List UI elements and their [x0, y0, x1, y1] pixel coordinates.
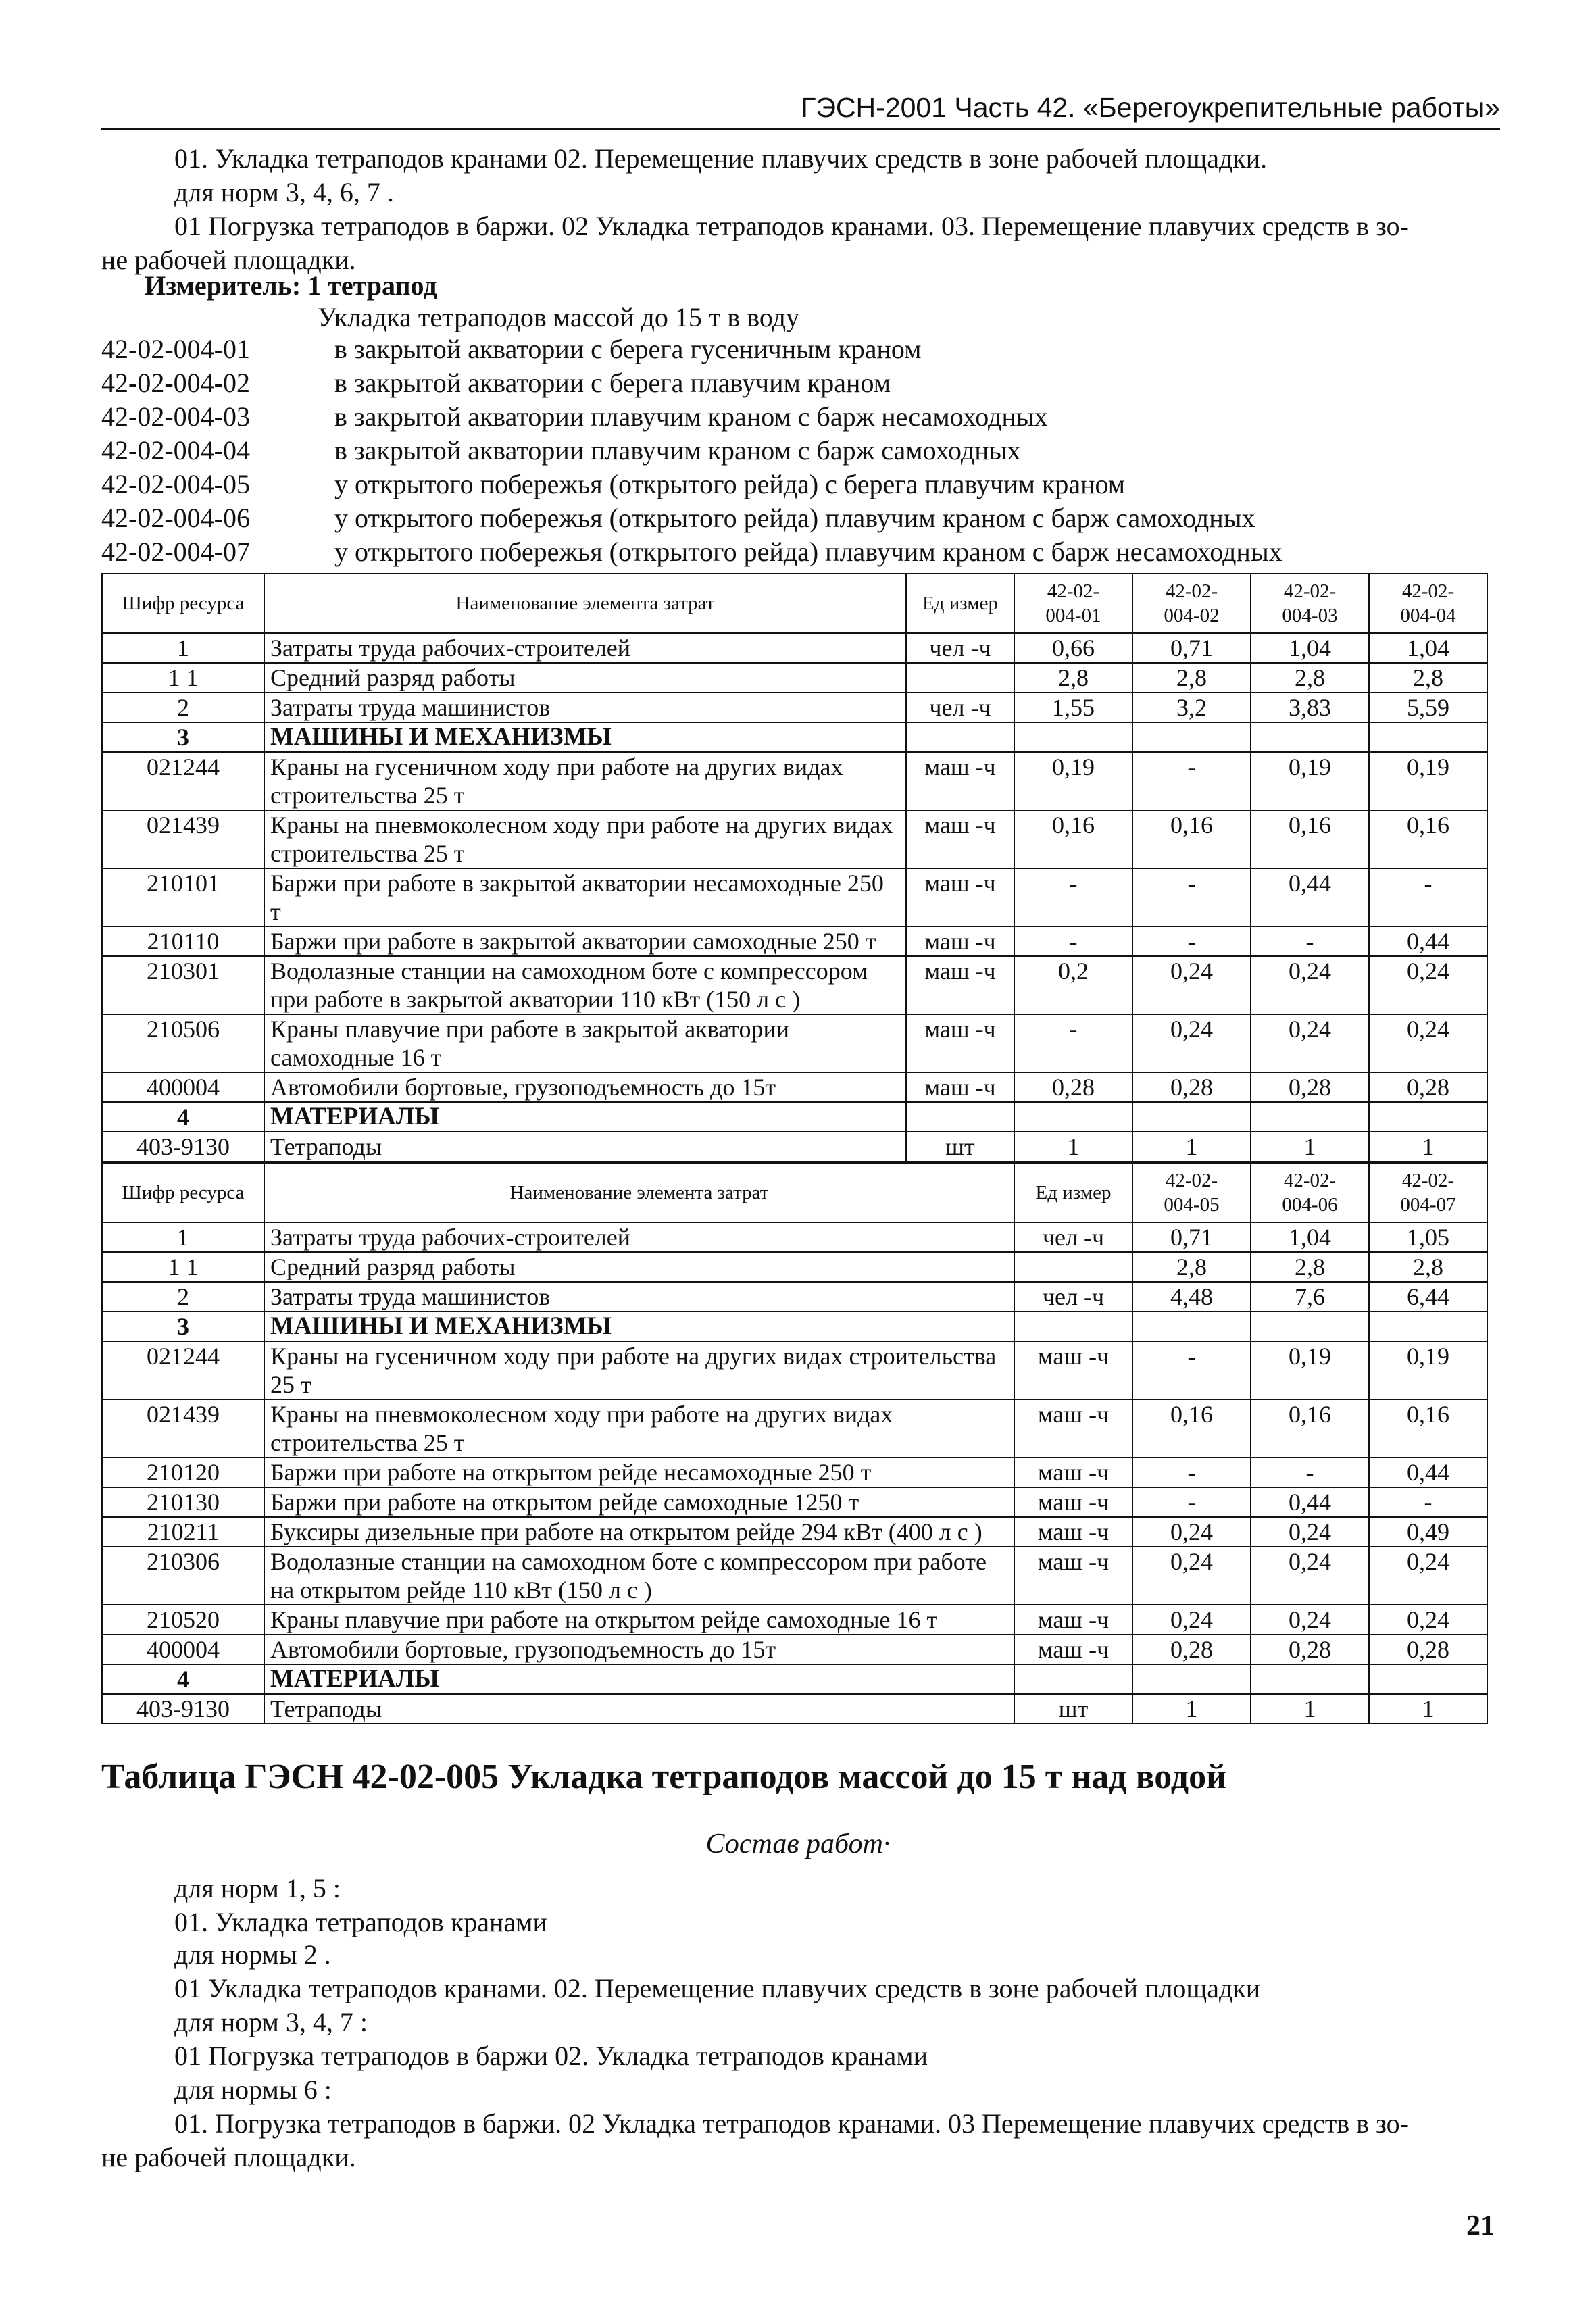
value-cell: -	[1132, 868, 1251, 926]
resource-name-cell: Краны на гусеничном ходу при работе на других видах строительства 25 т	[264, 1341, 1014, 1399]
unit-cell: маш -ч	[1014, 1341, 1132, 1399]
resource-name-cell: Затраты труда машинистов	[264, 1282, 1014, 1312]
norm-code: 42-02-004-03	[101, 401, 250, 432]
norm-code-row	[101, 332, 1282, 366]
work-line: для нормы 2 .	[174, 1939, 331, 1970]
value-cell	[1369, 1312, 1487, 1341]
norm-description: в закрытой акватории плавучим краном с барж несамоходных	[334, 401, 1048, 432]
resource-name-cell: МАШИНЫ И МЕХАНИЗМЫ	[264, 722, 906, 752]
value-cell: 0,71	[1132, 1222, 1251, 1252]
resource-name-cell: Краны на пневмоколесном ходу при работе на других видах строительства 25 т	[264, 810, 906, 868]
value-cell: -	[1132, 926, 1251, 956]
value-cell	[1132, 1664, 1251, 1694]
unit-cell	[906, 722, 1014, 752]
value-cell: 0,28	[1369, 1635, 1487, 1664]
norm-code-row	[101, 535, 1282, 569]
value-cell: -	[1014, 868, 1132, 926]
table-row	[102, 1222, 1487, 1252]
value-cell	[1251, 1102, 1369, 1132]
table-row	[102, 1132, 1487, 1162]
column-header: 42-02- 004-03	[1251, 574, 1369, 633]
norm-code: 42-02-004-02	[101, 368, 250, 398]
resource-code-cell: 210130	[102, 1487, 264, 1517]
value-cell: 0,2	[1014, 956, 1132, 1014]
norm-description: в закрытой акватории плавучим краном с барж самоходных	[334, 435, 1021, 466]
table-row	[102, 1458, 1487, 1487]
group-heading: Укладка тетраподов массой до 15 т в воду	[318, 302, 800, 332]
column-header: 42-02- 004-05	[1132, 1163, 1251, 1222]
value-cell: 0,28	[1132, 1072, 1251, 1102]
resource-code-cell: 1 1	[102, 1252, 264, 1282]
resource-name-cell: Затраты труда машинистов	[264, 693, 906, 722]
value-cell	[1132, 722, 1251, 752]
resource-name-cell: Баржи при работе на открытом рейде несамоходные 250 т	[264, 1458, 1014, 1487]
meter-line: Измеритель: 1 тетрапод	[145, 270, 437, 301]
value-cell: 5,59	[1369, 693, 1487, 722]
value-cell	[1369, 1102, 1487, 1132]
norm-code-row	[101, 501, 1282, 535]
value-cell: 0,16	[1369, 810, 1487, 868]
resource-name-cell: Автомобили бортовые, грузоподъемность до 15т	[264, 1072, 906, 1102]
value-cell: 0,24	[1369, 1547, 1487, 1605]
work-line: 01 Погрузка тетраподов в баржи 02. Укладка тетраподов кранами	[174, 2041, 928, 2071]
value-cell: 1	[1251, 1694, 1369, 1724]
unit-cell: чел -ч	[906, 633, 1014, 663]
value-cell	[1251, 722, 1369, 752]
resource-code-cell: 400004	[102, 1635, 264, 1664]
work-line: для норм 1, 5 :	[174, 1873, 341, 1903]
unit-cell: маш -ч	[1014, 1399, 1132, 1458]
value-cell: 1	[1132, 1694, 1251, 1724]
table-row	[102, 1252, 1487, 1282]
table-row	[102, 663, 1487, 693]
table-row	[102, 1399, 1487, 1458]
resource-code-cell: 021439	[102, 1399, 264, 1458]
work-line: не рабочей площадки.	[101, 2142, 356, 2172]
value-cell: 0,24	[1251, 1605, 1369, 1635]
norm-code: 42-02-004-01	[101, 334, 250, 364]
work-line: 01. Укладка тетраподов кранами	[174, 1907, 547, 1937]
intro-line-4: не рабочей площадки.	[101, 245, 356, 275]
column-header: 42-02- 004-06	[1251, 1163, 1369, 1222]
value-cell: -	[1251, 926, 1369, 956]
resource-name-cell: Средний разряд работы	[264, 1252, 1014, 1282]
value-cell: -	[1132, 1458, 1251, 1487]
value-cell: -	[1369, 868, 1487, 926]
column-header: Шифр ресурса	[102, 574, 264, 633]
value-cell: 0,28	[1132, 1635, 1251, 1664]
value-cell: 0,19	[1251, 752, 1369, 810]
norm-code-row	[101, 366, 1282, 400]
unit-cell: маш -ч	[1014, 1487, 1132, 1517]
resource-name-cell: Краны плавучие при работе в закрытой акватории самоходные 16 т	[264, 1014, 906, 1072]
value-cell	[1251, 1312, 1369, 1341]
work-line: 01. Погрузка тетраподов в баржи. 02 Укладка тетраподов кранами. 03 Перемещение плавучих средств в зо-	[174, 2108, 1409, 2139]
table-header-row	[102, 1163, 1487, 1222]
table-row	[102, 693, 1487, 722]
unit-cell: маш -ч	[906, 1072, 1014, 1102]
unit-cell	[906, 1102, 1014, 1132]
table-row	[102, 1072, 1487, 1102]
resource-code-cell: 210110	[102, 926, 264, 956]
value-cell	[1132, 1312, 1251, 1341]
value-cell: 0,24	[1251, 1547, 1369, 1605]
table-row	[102, 926, 1487, 956]
column-header: Наименование элемента затрат	[264, 574, 906, 633]
value-cell: 0,44	[1251, 868, 1369, 926]
resource-name-cell: МАТЕРИАЛЫ	[264, 1664, 1014, 1694]
value-cell: -	[1132, 1341, 1251, 1399]
resource-code-cell: 400004	[102, 1072, 264, 1102]
unit-cell: шт	[906, 1132, 1014, 1162]
unit-cell	[1014, 1312, 1132, 1341]
table-row	[102, 1605, 1487, 1635]
norm-code: 42-02-004-06	[101, 503, 250, 533]
table-row	[102, 1664, 1487, 1694]
resource-name-cell: Водолазные станции на самоходном боте с компрессором при работе на открытом рейде 110 кВт (150 л с )	[264, 1547, 1014, 1605]
value-cell: 0,28	[1369, 1072, 1487, 1102]
value-cell: -	[1014, 1014, 1132, 1072]
norm-code-row	[101, 434, 1282, 468]
norm-description: в закрытой акватории с берега плавучим краном	[334, 368, 891, 398]
header-title: ГЭСН-2001 Часть 42. «Берегоукрепительные работы»	[801, 92, 1500, 123]
value-cell: 0,71	[1132, 633, 1251, 663]
value-cell: 0,16	[1251, 1399, 1369, 1458]
unit-cell: маш -ч	[1014, 1517, 1132, 1547]
resource-code-cell: 403-9130	[102, 1132, 264, 1162]
value-cell	[1251, 1664, 1369, 1694]
value-cell: 0,24	[1132, 956, 1251, 1014]
unit-cell: шт	[1014, 1694, 1132, 1724]
section-subtitle: Состав работ·	[705, 1828, 891, 1860]
column-header: 42-02- 004-01	[1014, 574, 1132, 633]
intro-line-2: для норм 3, 4, 6, 7 .	[174, 177, 394, 207]
unit-cell	[1014, 1664, 1132, 1694]
resource-name-cell: Краны плавучие при работе на открытом рейде самоходные 16 т	[264, 1605, 1014, 1635]
value-cell: 1	[1369, 1132, 1487, 1162]
value-cell: 3,2	[1132, 693, 1251, 722]
table-header-row	[102, 574, 1487, 633]
running-header	[101, 86, 1500, 130]
value-cell: 0,24	[1369, 1605, 1487, 1635]
table-row	[102, 868, 1487, 926]
unit-cell: маш -ч	[906, 868, 1014, 926]
value-cell: 0,19	[1369, 1341, 1487, 1399]
value-cell	[1369, 722, 1487, 752]
value-cell: 0,28	[1251, 1072, 1369, 1102]
value-cell: 2,8	[1132, 663, 1251, 693]
resource-code-cell: 210101	[102, 868, 264, 926]
value-cell: 0,16	[1369, 1399, 1487, 1458]
resource-name-cell: МАШИНЫ И МЕХАНИЗМЫ	[264, 1312, 1014, 1341]
resource-code-cell: 1	[102, 633, 264, 663]
resource-name-cell: Затраты труда рабочих-строителей	[264, 633, 906, 663]
value-cell: -	[1369, 1487, 1487, 1517]
norm-code-row	[101, 400, 1282, 434]
value-cell: 0,24	[1132, 1605, 1251, 1635]
column-header: 42-02- 004-07	[1369, 1163, 1487, 1222]
section-title: Таблица ГЭСН 42-02-005 Укладка тетраподов массой до 15 т над водой	[101, 1758, 1227, 1796]
resource-name-cell: Тетраподы	[264, 1694, 1014, 1724]
table-row	[102, 1487, 1487, 1517]
resource-code-cell: 403-9130	[102, 1694, 264, 1724]
value-cell: 1,05	[1369, 1222, 1487, 1252]
value-cell: -	[1251, 1458, 1369, 1487]
table-row	[102, 1282, 1487, 1312]
resource-name-cell: Баржи при работе в закрытой акватории самоходные 250 т	[264, 926, 906, 956]
unit-cell: маш -ч	[906, 752, 1014, 810]
resource-code-cell: 1	[102, 1222, 264, 1252]
value-cell: 3,83	[1251, 693, 1369, 722]
norm-code: 42-02-004-04	[101, 435, 250, 466]
value-cell: 1	[1251, 1132, 1369, 1162]
resource-name-cell: Средний разряд работы	[264, 663, 906, 693]
column-header: Ед измер	[1014, 1163, 1132, 1222]
value-cell: 0,24	[1251, 1517, 1369, 1547]
unit-cell: маш -ч	[1014, 1635, 1132, 1664]
norm-description: в закрытой акватории с берега гусеничным краном	[334, 334, 922, 364]
value-cell: 0,66	[1014, 633, 1132, 663]
column-header: 42-02- 004-02	[1132, 574, 1251, 633]
unit-cell: чел -ч	[1014, 1282, 1132, 1312]
resource-code-cell: 210506	[102, 1014, 264, 1072]
resource-code-cell: 2	[102, 693, 264, 722]
value-cell: 0,28	[1251, 1635, 1369, 1664]
value-cell: 0,19	[1251, 1341, 1369, 1399]
work-line: для норм 3, 4, 7 :	[174, 2007, 368, 2037]
resource-code-cell: 1 1	[102, 663, 264, 693]
page-number: 21	[1466, 2210, 1495, 2241]
unit-cell: маш -ч	[1014, 1458, 1132, 1487]
norm-code: 42-02-004-05	[101, 469, 250, 499]
value-cell: 2,8	[1251, 1252, 1369, 1282]
resource-name-cell: МАТЕРИАЛЫ	[264, 1102, 906, 1132]
value-cell: 2,8	[1369, 1252, 1487, 1282]
resource-code-cell: 210301	[102, 956, 264, 1014]
resource-code-cell: 021439	[102, 810, 264, 868]
value-cell: 0,19	[1369, 752, 1487, 810]
value-cell: 0,49	[1369, 1517, 1487, 1547]
value-cell: 0,24	[1251, 956, 1369, 1014]
table-row	[102, 1312, 1487, 1341]
unit-cell: маш -ч	[906, 956, 1014, 1014]
value-cell: 1,04	[1251, 633, 1369, 663]
resource-name-cell: Водолазные станции на самоходном боте с компрессором при работе в закрытой акватории 110 кВт (150 л с )	[264, 956, 906, 1014]
value-cell	[1014, 1102, 1132, 1132]
resource-code-cell: 4	[102, 1664, 264, 1694]
value-cell: 4,48	[1132, 1282, 1251, 1312]
resource-code-cell: 210120	[102, 1458, 264, 1487]
value-cell: 1,04	[1369, 633, 1487, 663]
value-cell: 0,24	[1132, 1014, 1251, 1072]
norm-code-list	[101, 332, 1282, 569]
resource-code-cell: 2	[102, 1282, 264, 1312]
unit-cell	[1014, 1252, 1132, 1282]
table-row	[102, 722, 1487, 752]
value-cell: 1,55	[1014, 693, 1132, 722]
value-cell: 0,44	[1251, 1487, 1369, 1517]
column-header: Ед измер	[906, 574, 1014, 633]
value-cell: 0,24	[1132, 1547, 1251, 1605]
norm-description: у открытого побережья (открытого рейда) с берега плавучим краном	[334, 469, 1126, 499]
resource-name-cell: Баржи при работе на открытом рейде самоходные 1250 т	[264, 1487, 1014, 1517]
resource-name-cell: Автомобили бортовые, грузоподъемность до 15т	[264, 1635, 1014, 1664]
table-row	[102, 1102, 1487, 1132]
value-cell: -	[1132, 752, 1251, 810]
intro-line-1: 01. Укладка тетраподов кранами 02. Перемещение плавучих средств в зоне рабочей площадки.	[174, 143, 1268, 174]
unit-cell: маш -ч	[1014, 1547, 1132, 1605]
value-cell: 0,24	[1369, 1014, 1487, 1072]
column-header: Шифр ресурса	[102, 1163, 264, 1222]
value-cell: 6,44	[1369, 1282, 1487, 1312]
value-cell: 2,8	[1251, 663, 1369, 693]
unit-cell	[906, 663, 1014, 693]
unit-cell: маш -ч	[906, 926, 1014, 956]
table-row	[102, 810, 1487, 868]
value-cell: 0,24	[1369, 956, 1487, 1014]
work-line: 01 Укладка тетраподов кранами. 02. Перемещение плавучих средств в зоне рабочей площадки	[174, 1973, 1261, 2003]
resource-code-cell: 4	[102, 1102, 264, 1132]
resource-code-cell: 210211	[102, 1517, 264, 1547]
value-cell: 0,16	[1132, 810, 1251, 868]
value-cell: 2,8	[1014, 663, 1132, 693]
resource-name-cell: Краны на гусеничном ходу при работе на других видах строительства 25 т	[264, 752, 906, 810]
norm-description: у открытого побережья (открытого рейда) плавучим краном с барж самоходных	[334, 503, 1255, 533]
table-row	[102, 633, 1487, 663]
resource-table-2	[101, 1162, 1488, 1724]
value-cell: 0,44	[1369, 926, 1487, 956]
value-cell	[1014, 722, 1132, 752]
value-cell: 0,16	[1014, 810, 1132, 868]
value-cell: 1	[1369, 1694, 1487, 1724]
table-row	[102, 1517, 1487, 1547]
value-cell: 0,28	[1014, 1072, 1132, 1102]
value-cell	[1369, 1664, 1487, 1694]
norm-code-row	[101, 468, 1282, 501]
intro-line-3: 01 Погрузка тетраподов в баржи. 02 Укладка тетраподов кранами. 03. Перемещение плавучих средств в зо-	[174, 211, 1409, 241]
work-line: для нормы 6 :	[174, 2074, 332, 2105]
resource-name-cell: Баржи при работе в закрытой акватории несамоходные 250 т	[264, 868, 906, 926]
table-row	[102, 956, 1487, 1014]
table-row	[102, 1694, 1487, 1724]
column-header: 42-02- 004-04	[1369, 574, 1487, 633]
table-row	[102, 752, 1487, 810]
value-cell: 0,24	[1132, 1517, 1251, 1547]
column-header: Наименование элемента затрат	[264, 1163, 1014, 1222]
resource-name-cell: Буксиры дизельные при работе на открытом рейде 294 кВт (400 л с )	[264, 1517, 1014, 1547]
value-cell	[1132, 1102, 1251, 1132]
value-cell: 7,6	[1251, 1282, 1369, 1312]
table-row	[102, 1547, 1487, 1605]
value-cell: 1,04	[1251, 1222, 1369, 1252]
resource-name-cell: Тетраподы	[264, 1132, 906, 1162]
unit-cell: чел -ч	[906, 693, 1014, 722]
value-cell: 1	[1132, 1132, 1251, 1162]
value-cell: 1	[1014, 1132, 1132, 1162]
resource-code-cell: 3	[102, 1312, 264, 1341]
value-cell: -	[1014, 926, 1132, 956]
resource-name-cell: Краны на пневмоколесном ходу при работе на других видах строительства 25 т	[264, 1399, 1014, 1458]
value-cell: 0,44	[1369, 1458, 1487, 1487]
value-cell: 0,16	[1251, 810, 1369, 868]
resource-table-1	[101, 573, 1488, 1162]
table-row	[102, 1014, 1487, 1072]
value-cell: 0,19	[1014, 752, 1132, 810]
unit-cell: чел -ч	[1014, 1222, 1132, 1252]
resource-code-cell: 3	[102, 722, 264, 752]
value-cell: 0,16	[1132, 1399, 1251, 1458]
table-row	[102, 1341, 1487, 1399]
unit-cell: маш -ч	[1014, 1605, 1132, 1635]
resource-code-cell: 021244	[102, 1341, 264, 1399]
norm-code: 42-02-004-07	[101, 537, 250, 567]
unit-cell: маш -ч	[906, 1014, 1014, 1072]
unit-cell: маш -ч	[906, 810, 1014, 868]
table-row	[102, 1635, 1487, 1664]
value-cell: -	[1132, 1487, 1251, 1517]
resource-name-cell: Затраты труда рабочих-строителей	[264, 1222, 1014, 1252]
norm-description: у открытого побережья (открытого рейда) плавучим краном с барж несамоходных	[334, 537, 1282, 567]
value-cell: 2,8	[1369, 663, 1487, 693]
value-cell: 0,24	[1251, 1014, 1369, 1072]
resource-code-cell: 210520	[102, 1605, 264, 1635]
value-cell: 2,8	[1132, 1252, 1251, 1282]
resource-code-cell: 021244	[102, 752, 264, 810]
resource-code-cell: 210306	[102, 1547, 264, 1605]
